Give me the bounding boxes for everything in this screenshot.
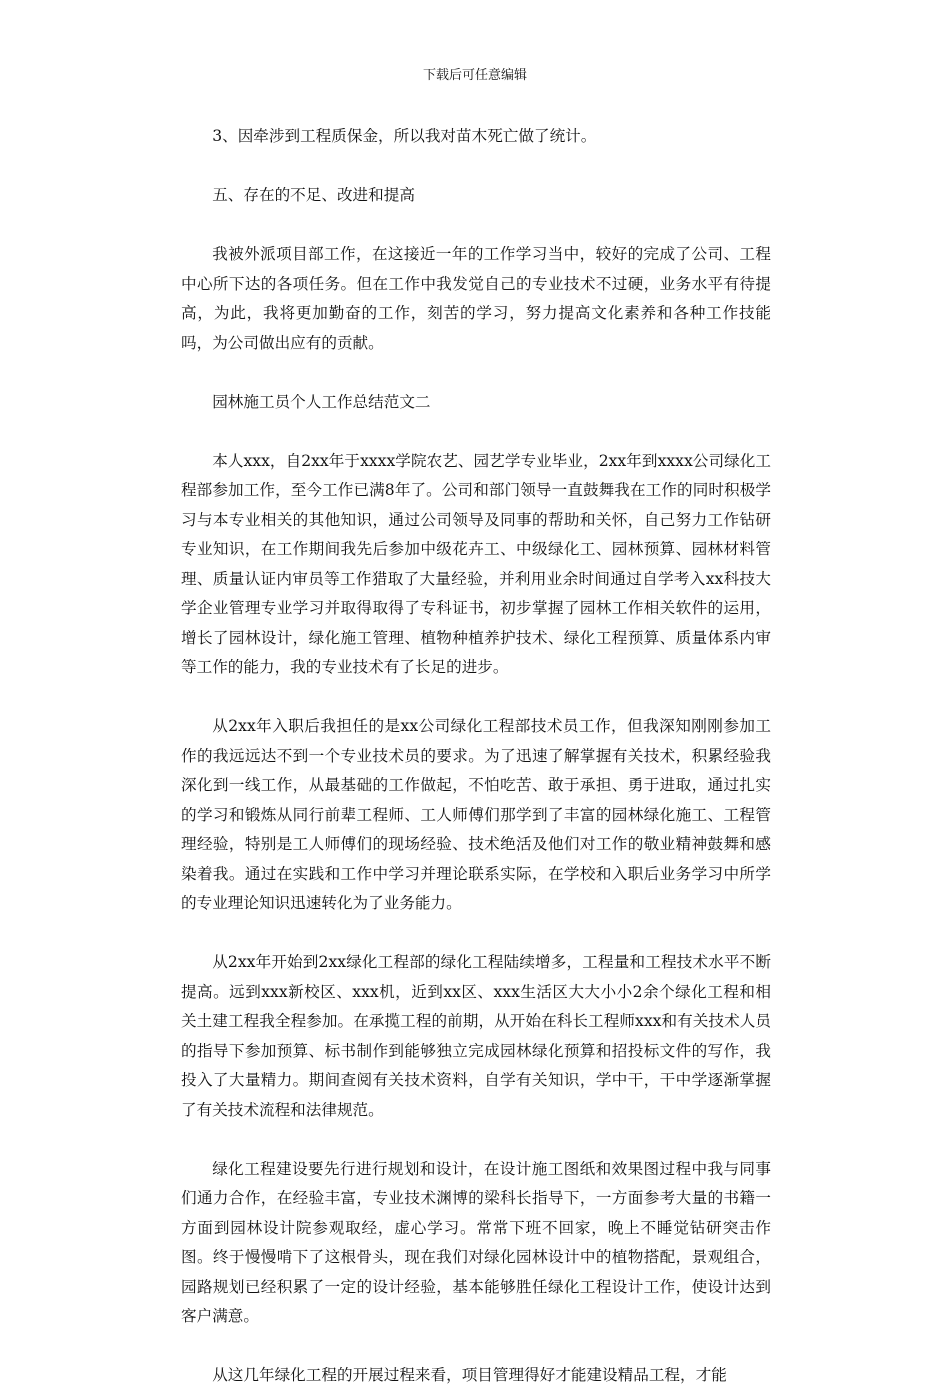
article-title-sample-two: 园林施工员个人工作总结范文二 [212,392,431,411]
paragraph-statistics: 3、因牵涉到工程质保金，所以我对苗木死亡做了统计。 [212,127,597,145]
paragraph-project-work: 我被外派项目部工作，在这接近一年的工作学习当中，较好的完成了公司、工程中心所下达的各项任务。但在工作中我发觉自己的专业技术不过硬，业务水平有待提高，为此，我将更加勤奋的工作，刻苦的学习，努力提高文化素养和各种工作技能吗，为公司做出应有的贡献。 [181,245,771,352]
paragraph-technician-role: 从2xx年入职后我担任的是xx公司绿化工程部技术员工作，但我深知刚刚参加工作的我远远达不到一个专业技术员的要求。为了迅速了解掌握有关技术，积累经验我深化到一线工作，从最基础的工作做起，不怕吃苦、敢于承担、勇于进取，通过扎实的学习和锻炼从同行前辈工程师、工人师傅们那学到了丰富的园林绿化施工、工程管理经验，特别是工人师傅们的现场经验、技术绝活及他们对工作的敬业精神鼓舞和感染着我。通过在实践和工作中学习并理论联系实际，在学校和入职后业务学习中所学的专业理论知识迅速转化为了业务能力。 [181,717,771,912]
document-body [181,122,771,1391]
paragraph-project-management: 从这几年绿化工程的开展过程来看，项目管理得好才能建设精品工程，才能 [212,1366,727,1384]
paragraph-project-growth: 从2xx年开始到2xx绿化工程部的绿化工程陆续增多，工程量和工程技术水平不断提高。远到xxx新校区、xxx机，近到xx区、xxx生活区大大小小2余个绿化工程和相关土建工程我全程参加。在承揽工程的前期，从开始在科长工程师xxx和有关技术人员的指导下参加预算、标书制作到能够独立完成园林绿化预算和招投标文件的写作，我投入了大量精力。期间查阅有关技术资料，自学有关知识，学中干，干中学逐渐掌握了有关技术流程和法律规范。 [181,953,771,1119]
section-heading-improvement: 五、存在的不足、改进和提高 [212,186,415,204]
page-header: 下载后可任意编辑 [422,68,527,83]
paragraph-design-work: 绿化工程建设要先行进行规划和设计，在设计施工图纸和效果图过程中我与同事们通力合作，在经验丰富，专业技术渊博的梁科长指导下，一方面参考大量的书籍一方面到园林设计院参观取经，虚心学习。常常下班不回家，晚上不睡觉钻研突击作图。终于慢慢啃下了这根骨头，现在我们对绿化园林设计中的植物搭配，景观组合，园路规划已经积累了一定的设计经验，基本能够胜任绿化工程设计工作，使设计达到客户满意。 [181,1159,771,1325]
paragraph-introduction: 本人xxx，自2xx年于xxxx学院农艺、园艺学专业毕业，2xx年到xxxx公司绿化工程部参加工作，至今工作已满8年了。公司和部门领导一直鼓舞我在工作的同时积极学习与本专业相关的其他知识，通过公司领导及同事的帮助和关怀，自己努力工作钻研专业知识，在工作期间我先后参加中级花卉工、中级绿化工、园林预算、园林材料管理、质量认证内审员等工作猎取了大量经验，并利用业余时间通过自学考入xx科技大学企业管理专业学习并取得取得了专科证书，初步掌握了园林工作相关软件的运用，增长了园林设计，绿化施工管理、植物种植养护技术、绿化工程预算、质量体系内审等工作的能力，我的专业技术有了长足的进步。 [181,451,771,676]
